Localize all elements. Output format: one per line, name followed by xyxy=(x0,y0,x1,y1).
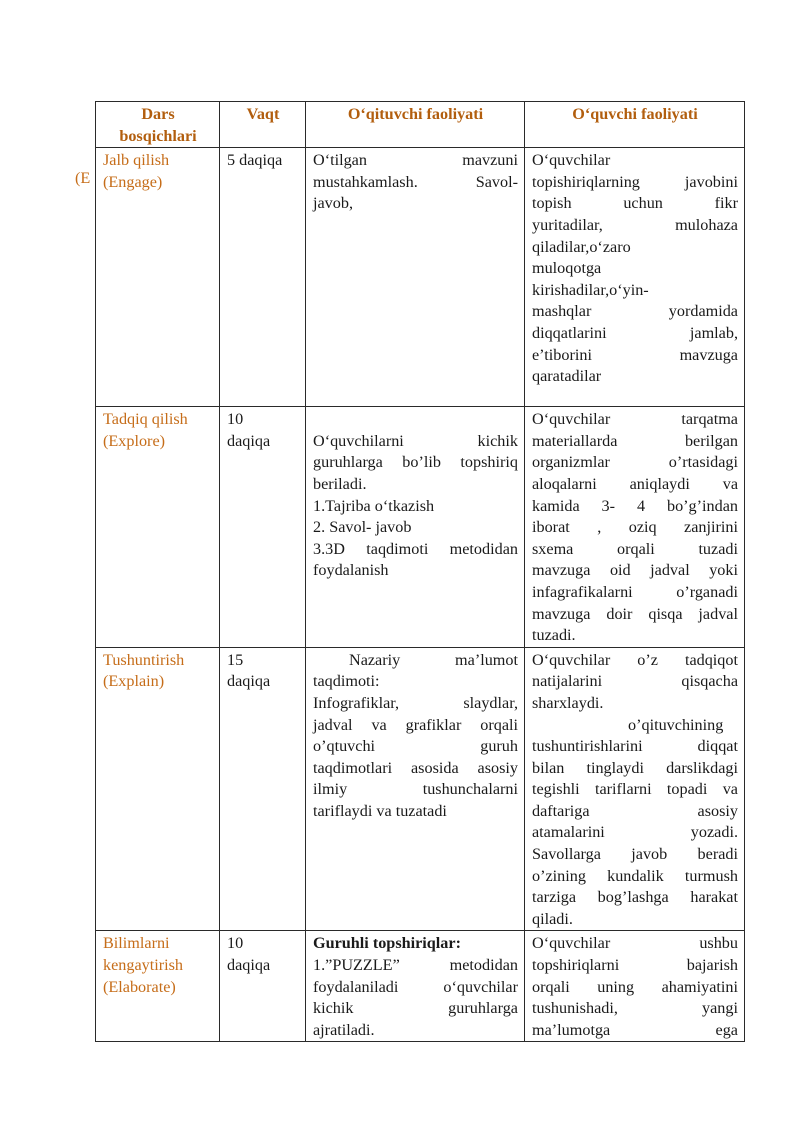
time-cell: 15 daqiqa xyxy=(220,647,306,931)
time-cell: 5 daqiqa xyxy=(220,148,306,407)
header-time: Vaqt xyxy=(220,102,306,148)
stage-cell: Bilimlarni kengaytirish (Elaborate) xyxy=(96,931,220,1042)
teacher-activity-cell: Nazariy ma’lumot taqdimoti: Infografiklar, slaydlar, jadval va grafiklar orqali o’qtuvchi guruh taqdimotlari asosida asosiy ilmiy tushunchalarni tariflaydi va tuzatadi xyxy=(306,647,525,931)
table-header-row xyxy=(96,102,745,148)
margin-fragment: (E xyxy=(75,169,91,187)
stage-cell: Tushuntirish (Explain) xyxy=(96,647,220,931)
stage-cell: Tadqiq qilish (Explore) xyxy=(96,407,220,648)
student-activity-cell: O‘quvchilar ushbu topshiriqlarni bajarish orqali uning ahamiyatini tushunishadi, yangi ma’lumotga ega xyxy=(525,931,745,1042)
header-teacher-activity: O‘qituvchi faoliyati xyxy=(306,102,525,148)
header-stages: Dars bosqichlari xyxy=(96,102,220,148)
time-cell: 10 daqiqa xyxy=(220,407,306,648)
table-row xyxy=(96,647,745,931)
stage-cell: Jalb qilish (Engage) xyxy=(96,148,220,407)
teacher-activity-cell: O‘tilgan mavzuni mustahkamlash. Savol- javob, xyxy=(306,148,525,407)
header-student-activity: O‘quvchi faoliyati xyxy=(525,102,745,148)
teacher-task-title: Guruhli topshiriqlar: xyxy=(313,934,461,953)
student-activity-cell: O‘quvchilar topishiriqlarning javobini topish uchun fikr yuritadilar, mulohaza qiladilar,o‘zaro muloqotga kirishadilar,o‘yin- mashqlar yordamida diqqatlarini jamlab, e’tiborini mavzuga qaratadilar xyxy=(525,148,745,407)
teacher-activity-cell: O‘quvchilarni kichik guruhlarga bo’lib topshiriq beriladi. 1.Tajriba o‘tkazish 2. Savol- javob 3.3D taqdimoti metodidan foydalanish xyxy=(306,407,525,648)
time-cell: 10 daqiqa xyxy=(220,931,306,1042)
table-row xyxy=(96,407,745,648)
lesson-plan-table xyxy=(95,101,745,1042)
table-row xyxy=(96,931,745,1042)
table-row xyxy=(96,148,745,407)
student-activity-cell: O‘quvchilar tarqatma materiallarda berilgan organizmlar o’rtasidagi aloqalarni aniqlaydi va kamida 3- 4 bo’g’indan iborat , oziq zanjirini sxema orqali tuzadi mavzuga oid jadval yoki infagrafikalarni o’rganadi mavzuga doir qisqa jadval tuzadi. xyxy=(525,407,745,648)
student-activity-cell: O‘quvchilar o’z tadqiqot natijalarini qisqacha sharxlaydi. o’qituvchining tushuntirishlarini diqqat bilan tinglaydi darslikdagi tegishli tariflarni topadi va daftariga asosiy atamalarini yozadi. Savollarga javob beradi o’zining kundalik turmush tarziga bog’lashga harakat qiladi. xyxy=(525,647,745,931)
teacher-activity-cell: Guruhli topshiriqlar: 1.”PUZZLE” metodidan foydalaniladi o‘quvchilar kichik guruhlarga ajratiladi. xyxy=(306,931,525,1042)
